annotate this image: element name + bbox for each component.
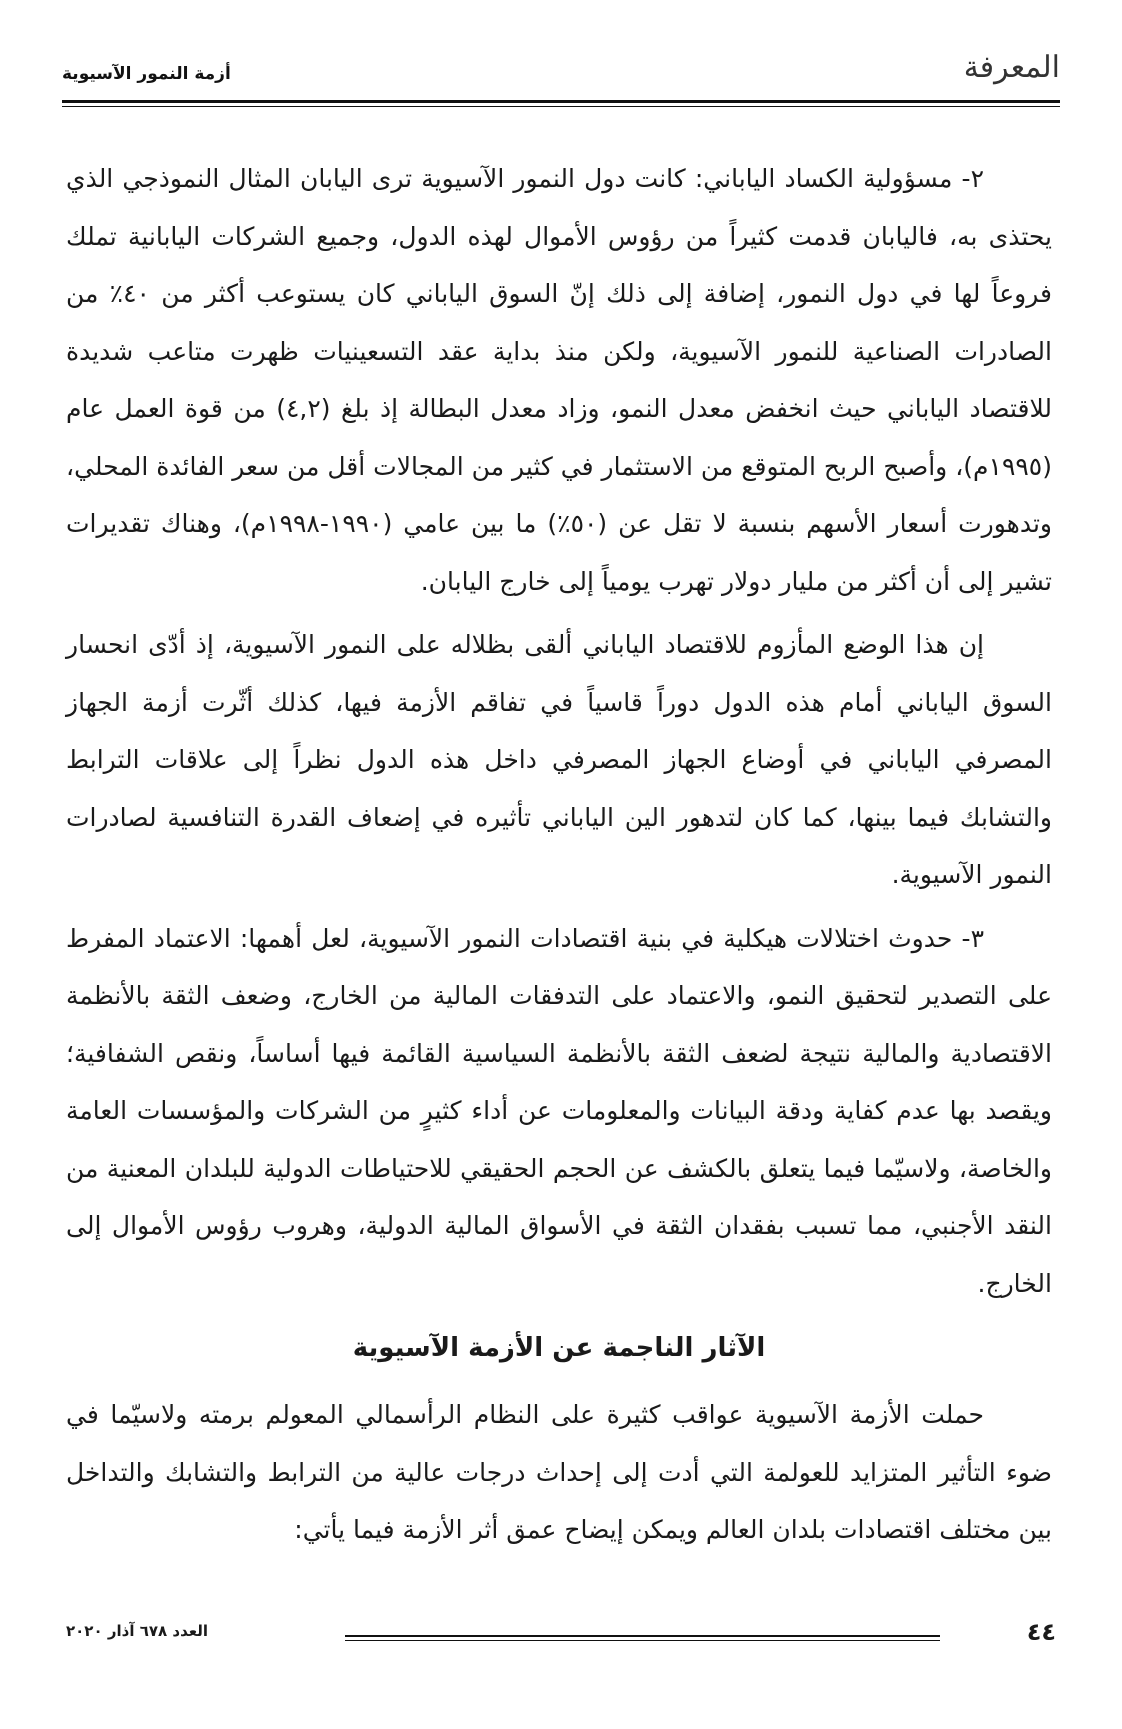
paragraph-japanese-impact: إن هذا الوضع المأزوم للاقتصاد الياباني ألقى بظلاله على النمور الآسيوية، إذ أدّى انحسار السوق الياباني أمام هذه الدول دوراً قاسياً في تفاقم الأزمة فيها، كذلك أثّرت أزمة الجهاز المصرفي الياباني في أوضاع الجهاز المصرفي داخل هذه الدول نظراً إلى علاقات الترابط والتشابك فيما بينها، كما كان لتدهور الين الياباني تأثيره في إضعاف القدرة التنافسية لصادرات النمور الآسيوية. — [66, 630, 1052, 889]
magazine-logo: المعرفة — [963, 50, 1060, 85]
paragraph-japanese-recession: ٢- مسؤولية الكساد الياباني: كانت دول النمور الآسيوية ترى اليابان المثال النموذجي الذي يحتذى به، فاليابان قدمت كثيراً من رؤوس الأموال لهذه الدول، وجميع الشركات اليابانية تملك فروعاً لها في دول النمور، إضافة إلى ذلك إنّ السوق الياباني كان يستوعب أكثر من ٤٠٪ من الصادرات الصناعية للنمور الآسيوية، ولكن منذ بداية عقد التسعينيات ظهرت متاعب شديدة للاقتصاد الياباني حيث انخفض معدل النمو، وزاد معدل البطالة إذ بلغ (٤,٢) من قوة العمل عام (١٩٩٥م)، وأصبح الربح المتوقع من الاستثمار في كثير من المجالات أقل من سعر الفائدة المحلي، وتدهورت أسعار الأسهم بنسبة لا تقل عن (٥٠٪) ما بين عامي (١٩٩٠-١٩٩٨م)، وهناك تقديرات تشير إلى أن أكثر من مليار دولار تهرب يومياً إلى خارج اليابان. — [66, 164, 1053, 596]
issue-info: العدد ٦٧٨ آذار ٢٠٢٠ — [66, 1622, 208, 1640]
header-rule-thin — [62, 106, 1060, 107]
running-title: أزمة النمور الآسيوية — [62, 64, 231, 84]
page-footer — [66, 1618, 1056, 1658]
section-heading: الآثار الناجمة عن الأزمة الآسيوية — [352, 1333, 766, 1363]
paragraph-structural-imbalances: ٣- حدوث اختلالات هيكلية في بنية اقتصادات النمور الآسيوية، لعل أهمها: الاعتماد المفرط على التصدير لتحقيق النمو، والاعتماد على التدفقات المالية من الخارج، وضعف الثقة بالأنظمة الاقتصادية والمالية نتيجة لضعف الثقة بالأنظمة السياسية القائمة فيها أساساً، ونقص الشفافية؛ ويقصد بها عدم كفاية ودقة البيانات والمعلومات عن أداء كثيرٍ من الشركات والمؤسسات العامة والخاصة، ولاسيّما فيما يتعلق بالكشف عن الحجم الحقيقي للاحتياطات الدولية للبلدان المعنية من النقد الأجنبي، مما تسبب بفقدان الثقة في الأسواق المالية الدولية، وهروب رؤوس الأموال إلى الخارج. — [66, 923, 1052, 1298]
paragraph-consequences: حملت الأزمة الآسيوية عواقب كثيرة على النظام الرأسمالي المعولم برمته ولاسيّما في ضوء التأثير المتزايد للعولمة التي أدت إلى إحداث درجات عالية من الترابط والتشابك والتداخل بين مختلف اقتصادات بلدان العالم ويمكن إيضاح عمق أثر الأزمة فيما يأتي: — [66, 1400, 1052, 1544]
header-rule-thick — [62, 100, 1060, 103]
article-body — [66, 150, 1052, 1565]
page-number: ٤٤ — [1026, 1618, 1056, 1646]
page-header — [62, 50, 1060, 100]
